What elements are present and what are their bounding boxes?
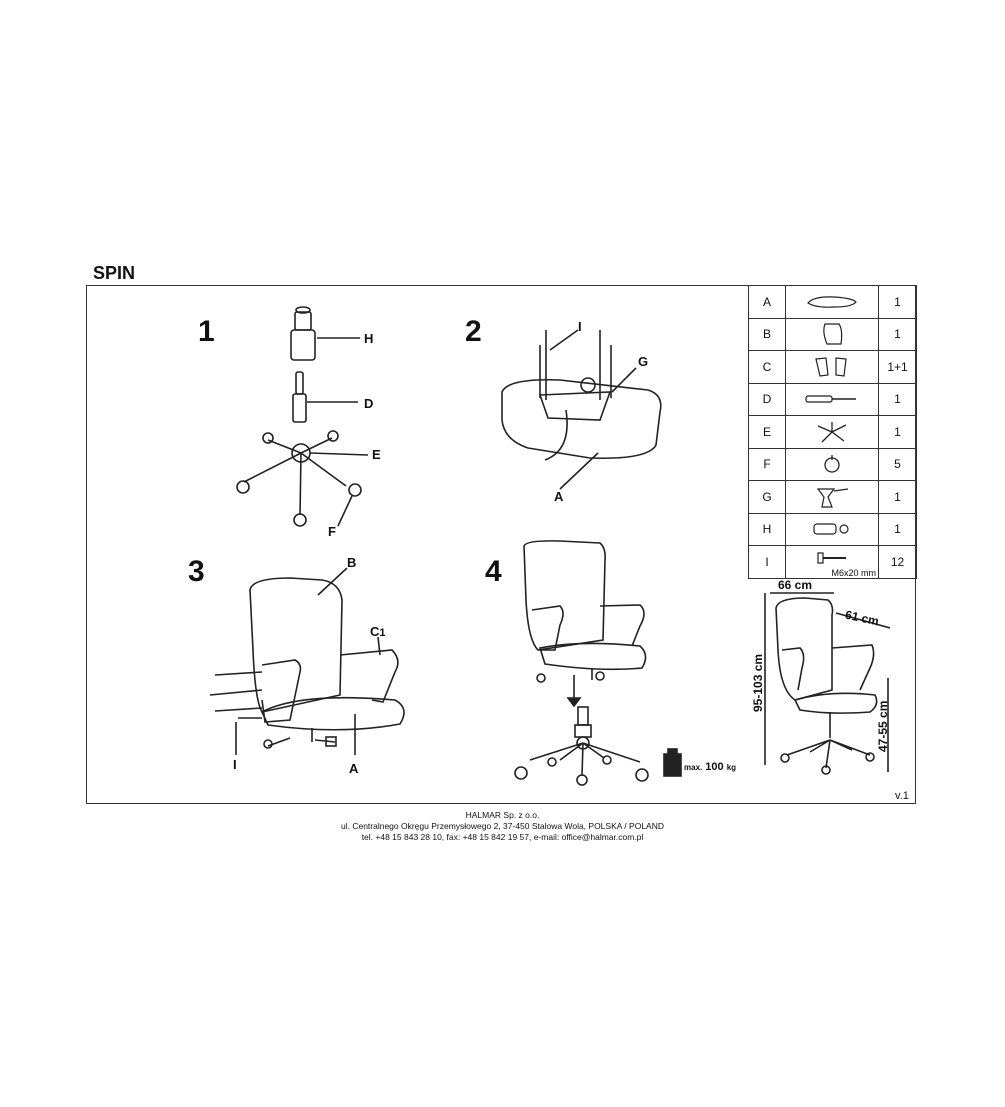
part-letter: A	[749, 286, 786, 319]
label-i-step2: I	[578, 319, 582, 334]
part-letter: C	[749, 351, 786, 384]
part-letter: D	[749, 383, 786, 416]
seat-with-mechanism-drawing	[502, 330, 661, 489]
part-quantity: 1	[879, 416, 917, 449]
parts-row	[749, 383, 917, 416]
max-load-label: max. 100 kg	[684, 761, 737, 773]
parts-row	[749, 546, 917, 579]
seat-icon	[786, 286, 879, 319]
dimension-width: 66 cm	[778, 578, 813, 592]
label-h: H	[364, 331, 374, 346]
part-letter: I	[749, 546, 786, 579]
parts-table	[748, 285, 917, 579]
chair-final-drawing	[515, 541, 648, 785]
step-number-2: 2	[465, 315, 482, 348]
label-d: D	[364, 396, 374, 411]
backrest-icon	[786, 318, 879, 351]
parts-row	[749, 318, 917, 351]
footer-address: ul. Centralnego Okręgu Przemysłowego 2, 37-450 Stalowa Wola, POLSKA / POLAND	[340, 821, 664, 831]
label-a-step3: A	[349, 761, 359, 776]
parts-row	[749, 448, 917, 481]
parts-row	[749, 481, 917, 514]
lift-cover-icon	[786, 513, 879, 546]
part-letter: G	[749, 481, 786, 514]
parts-row	[749, 351, 917, 384]
document-title: SPIN	[93, 263, 136, 283]
armrest-pair-icon	[786, 351, 879, 384]
part-quantity: 1	[879, 383, 917, 416]
label-a-step2: A	[554, 489, 564, 504]
caster-wheel-icon	[786, 448, 879, 481]
dimension-seat-height: 47-55 cm	[876, 700, 890, 752]
bolt-icon	[786, 546, 879, 579]
part-letter: E	[749, 416, 786, 449]
gas-lift-drawing	[293, 372, 358, 422]
part-quantity: 12	[879, 546, 917, 579]
label-i-step3: I	[233, 757, 237, 772]
parts-row	[749, 286, 917, 319]
part-letter: B	[749, 318, 786, 351]
footer-company: HALMAR Sp. z o.o.	[465, 810, 540, 820]
part-quantity: 1	[879, 481, 917, 514]
gas-lift-icon	[786, 383, 879, 416]
lift-cover-drawing	[291, 307, 360, 360]
step-number-4: 4	[485, 555, 502, 588]
step-number-3: 3	[188, 555, 205, 588]
parts-row	[749, 513, 917, 546]
step-number-1: 1	[198, 315, 215, 348]
mechanism-icon	[786, 481, 879, 514]
part-note: M6x20 mm	[831, 567, 876, 578]
part-quantity: 1+1	[879, 351, 917, 384]
part-quantity: 5	[879, 448, 917, 481]
label-b: B	[347, 555, 357, 570]
dimension-depth: 61 cm	[843, 607, 881, 629]
label-e: E	[372, 447, 381, 462]
part-quantity: 1	[879, 318, 917, 351]
weight-icon	[664, 749, 681, 776]
part-letter: H	[749, 513, 786, 546]
label-c1: C1	[370, 624, 386, 639]
part-quantity: 1	[879, 286, 917, 319]
label-g: G	[638, 354, 649, 369]
footer-contact: tel. +48 15 843 28 10, fax: +48 15 842 19 57, e-mail: office@halmar.com.pl	[361, 832, 644, 842]
part-letter: F	[749, 448, 786, 481]
part-quantity: 1	[879, 513, 917, 546]
parts-row	[749, 416, 917, 449]
dimension-height: 95-103 cm	[751, 653, 765, 712]
chair-assembly-drawing	[210, 568, 404, 755]
star-base-icon	[786, 416, 879, 449]
label-f: F	[328, 524, 336, 539]
version-label: v.1	[895, 790, 909, 802]
star-base-drawing	[237, 431, 368, 526]
